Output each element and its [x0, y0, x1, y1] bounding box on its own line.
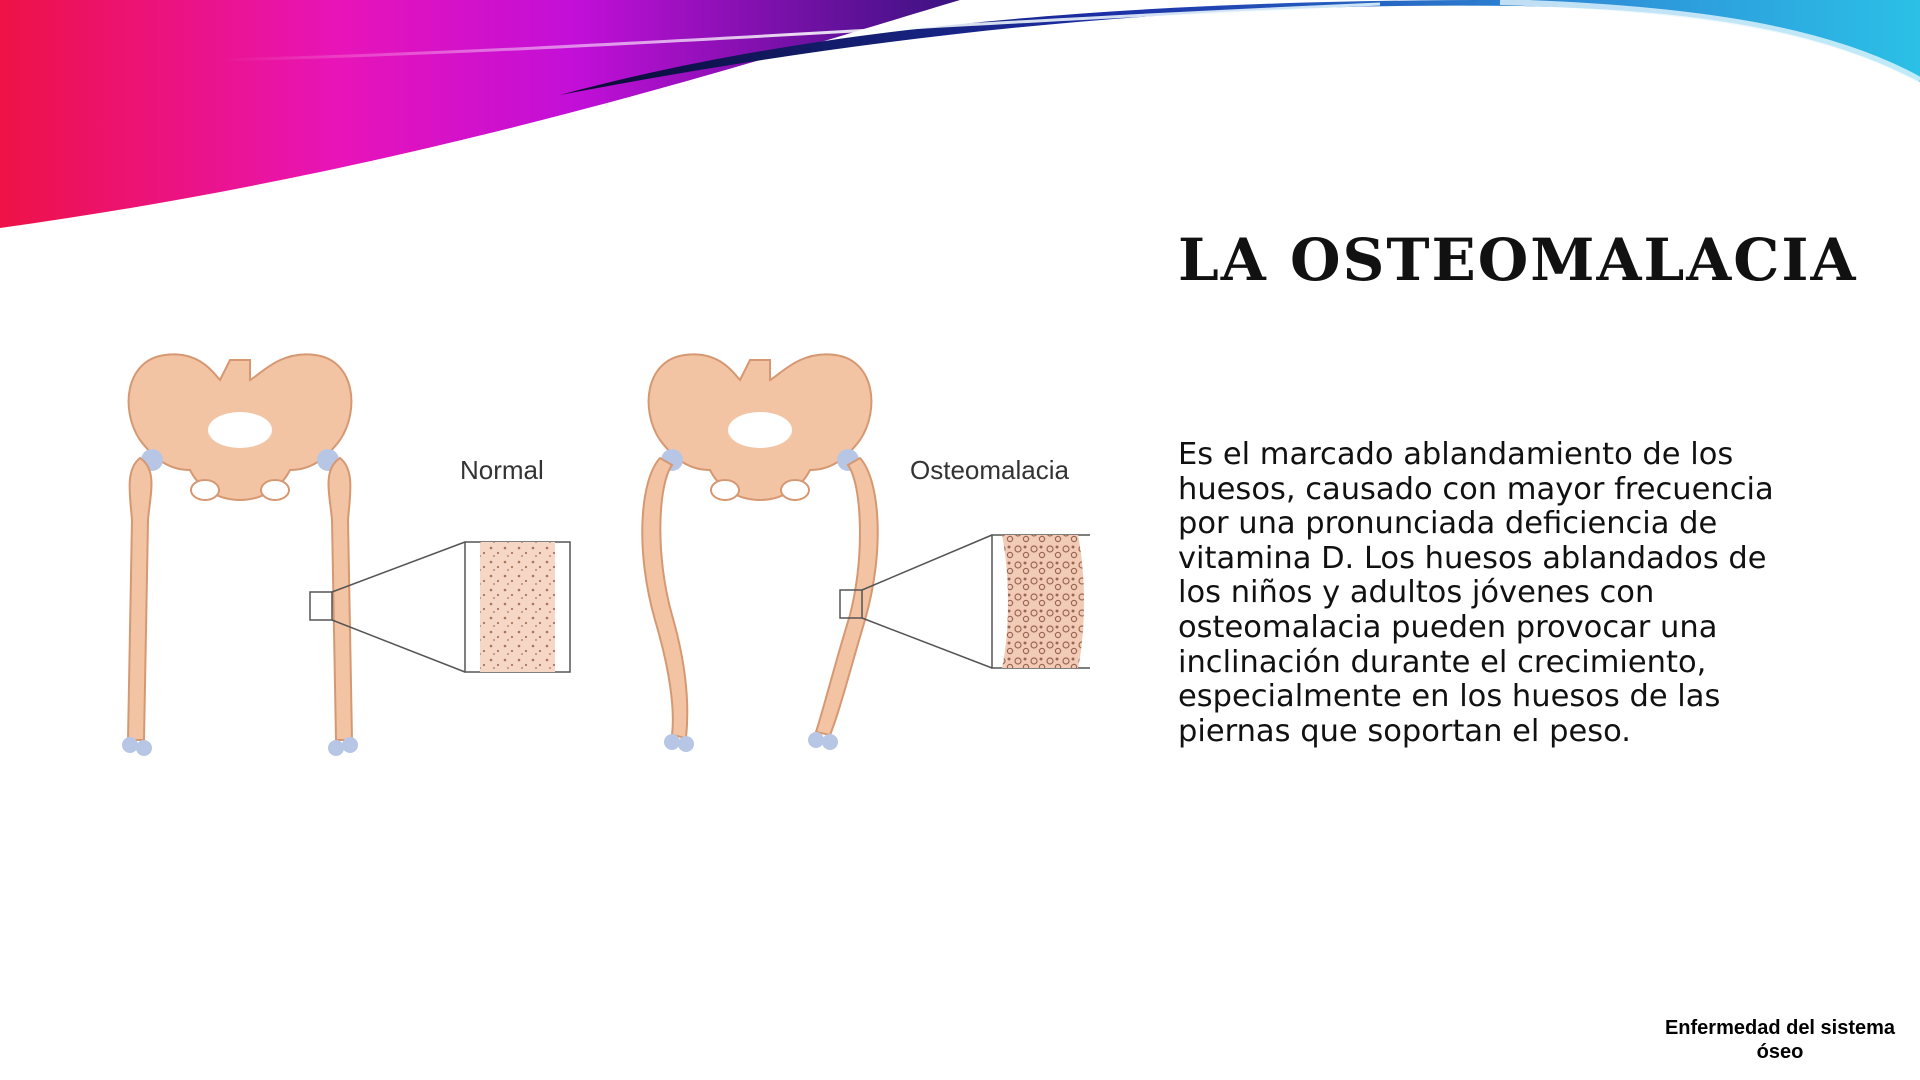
normal-skeleton [122, 354, 570, 756]
slide-body-text: Es el marcado ablandamiento de los huesos, causado con mayor frecuencia por una pronunciada deficiencia de vitamina D. Los huesos ablandados de los niños y adultos jóvenes con osteomalacia pueden provocar una inclinación durante el crecimiento, especialmente en los huesos de las piernas que soportan el peso. [1178, 437, 1774, 749]
footer-caption: Enfermedad del sistema óseo [1664, 1017, 1896, 1063]
bone-illustration [110, 320, 1090, 790]
slide-title: LA OSTEOMALACIA [1178, 226, 1858, 294]
osteomalacia-skeleton [642, 354, 1090, 752]
bone-comparison-figure [110, 320, 1090, 790]
label-osteomalacia: Osteomalacia [910, 455, 1069, 485]
label-normal: Normal [460, 455, 544, 485]
header-banner [0, 0, 1920, 240]
